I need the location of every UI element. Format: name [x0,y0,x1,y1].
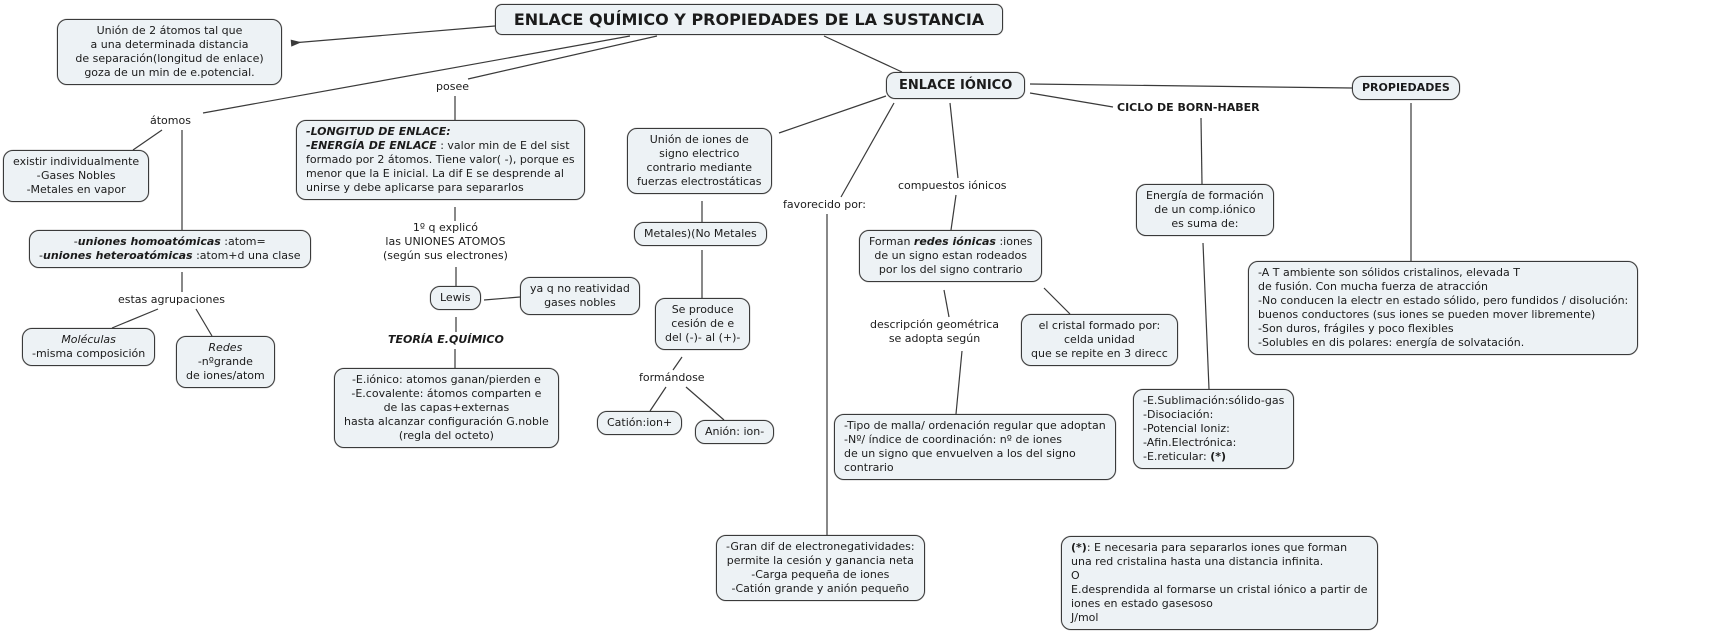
text-segment: fuerzas electrostáticas [637,175,762,188]
malla-box-line [844,433,1106,447]
text-segment: de separación(longitud de enlace) [75,52,264,65]
text-segment: -Catión grande y anión pequeño [731,582,910,595]
gran-dif-box-line [726,540,915,554]
text-segment: formándose [639,371,705,384]
text-segment: descripción geométrica [870,318,1000,331]
definition-box-line [67,38,272,52]
uniones-box-line [39,235,301,249]
text-segment: -misma composición [32,347,146,360]
gran-dif-box-line [726,582,915,596]
agrupaciones-label[interactable] [116,293,227,307]
propiedades-box[interactable] [1352,76,1460,100]
redes-box[interactable] [176,336,275,388]
text-segment: ENLACE QUÍMICO Y PROPIEDADES DE LA SUSTANCIA [513,10,985,29]
sumandos-box-line [1143,408,1284,422]
text-segment: de un signo que envuelven a los del signo [844,447,1076,460]
text-segment: es suma de: [1171,217,1239,230]
teoria-label-line [388,333,504,347]
text-segment: del (-)- al (+)- [665,331,741,344]
text-segment: -Nº/ índice de coordinación: nº de iones [844,433,1062,446]
text-segment: CICLO DE BORN-HABER [1117,101,1260,114]
asterisco-box-line [1071,541,1368,555]
text-segment: hasta alcanzar configuración G.noble [344,415,549,428]
longitud-energia-box[interactable] [296,120,585,200]
propiedades-detail-box-line [1258,322,1628,336]
text-segment: buenos conductores (sus iones se pueden mover libremente) [1258,308,1596,321]
text-segment: Energía de formación [1146,189,1264,202]
connector [468,36,657,79]
definition-box-line [67,66,272,80]
gran-dif-box[interactable] [716,535,925,601]
text-segment: unirse y debe aplicarse para separarlos [306,181,524,194]
text-segment: Anión: ion- [705,425,765,438]
text-segment: existir individualmente [13,155,140,168]
text-segment: (*) [1071,541,1087,554]
existir-box-line [13,183,139,197]
ciclo-born-haber-label[interactable] [1115,101,1262,115]
connector [133,130,162,150]
energia-formacion-box-line [1146,203,1264,217]
redes-box-line [186,369,265,383]
sumandos-box[interactable] [1133,389,1294,469]
longitud-energia-box-line [306,139,575,153]
connector [950,103,958,178]
text-segment: contrario [844,461,894,474]
metales-box-line [644,227,757,241]
text-segment: : valor min de E del sist [436,139,570,152]
connector [1044,288,1070,314]
redes-ionicas-box-line [869,249,1032,263]
union-iones-box-line [637,147,762,161]
propiedades-detail-box-line [1258,280,1628,294]
explico-label[interactable] [381,221,510,263]
cesion-box-line [665,317,740,331]
teoria-detail-box-line [344,415,549,429]
connector [951,195,956,230]
text-segment: O [1071,569,1080,582]
sumandos-box-line [1143,436,1284,450]
asterisco-box-line [1071,555,1368,569]
text-segment: signo electrico [659,147,740,160]
text-segment: -Afin.Electrónica: [1143,436,1237,449]
text-segment: formado por 2 átomos. Tiene valor( -), porque es [306,153,575,166]
atomos-label-line [150,114,191,128]
text-segment: iones en estado gasesoso [1071,597,1213,610]
text-segment: -Potencial Ioniz: [1143,422,1230,435]
text-segment: uniones homoatómicas [77,235,221,248]
connector [1030,93,1113,107]
enlace-ionico-box-line [899,77,1012,94]
cation-box[interactable] [597,411,682,435]
text-segment: de fusión. Con mucha fuerza de atracción [1258,280,1488,293]
connector [673,357,682,370]
text-segment: redes iónicas [913,235,996,248]
text-segment: -ENERGÍA DE ENLACE [306,139,437,152]
energia-formacion-box-line [1146,217,1264,231]
teoria-detail-box-line [344,373,549,387]
favorecido-label[interactable] [781,198,868,212]
connector [686,387,724,420]
gran-dif-box-line [726,554,915,568]
text-segment: uniones heteroatómicas [42,249,193,262]
asterisco-box-line [1071,583,1368,597]
text-segment: 1º q explicó [412,221,478,234]
union-iones-box-line [637,161,762,175]
descripcion-label-line [870,332,999,346]
descripcion-label[interactable] [868,318,1001,346]
text-segment: -No conducen la electr en estado sólido, pero fundidos / disolución: [1258,294,1629,307]
text-segment: PROPIEDADES [1362,81,1450,94]
explico-label-line [383,221,508,235]
connector [956,351,962,414]
text-segment: menor que la E inicial. La dif E se desprende al [306,167,564,180]
union-iones-box[interactable] [627,128,772,194]
definition-box-line [67,52,272,66]
connector [484,297,520,300]
asterisco-box[interactable] [1061,536,1378,630]
text-segment: J/mol [1071,611,1099,624]
connector [112,309,158,328]
malla-box-line [844,447,1106,461]
longitud-energia-box-line [306,167,575,181]
text-segment: a una determinada distancia [90,38,249,51]
teoria-detail-box-line [344,387,549,401]
text-segment: -nºgrande [197,355,253,368]
longitud-energia-box-line [306,181,575,195]
connector [824,36,902,72]
text-segment: -Carga pequeña de iones [751,568,890,581]
connector [1203,243,1209,389]
ya-q-box-line [530,282,630,296]
ya-q-box-line [530,296,630,310]
text-segment: ya q no reatividad [530,282,630,295]
malla-box-line [844,461,1106,475]
propiedades-detail-box[interactable] [1248,261,1638,355]
text-segment: ENLACE IÓNICO [899,78,1013,93]
lewis-box[interactable] [430,286,481,310]
text-segment: Unión de 2 átomos tal que [96,24,243,37]
text-segment: de las capas+externas [383,401,510,414]
propiedades-detail-box-line [1258,294,1628,308]
cristal-box[interactable] [1021,314,1178,366]
asterisco-box-line [1071,611,1368,625]
text-segment: compuestos iónicos [898,179,1007,192]
existir-box-line [13,169,139,183]
connector [196,309,212,336]
uniones-box-line [39,249,301,263]
longitud-energia-box-line [306,153,575,167]
text-segment: E.desprendida al formarse un cristal iónico a partir de [1071,583,1368,596]
enlace-ionico-box[interactable] [886,72,1025,99]
propiedades-detail-box-line [1258,308,1628,322]
cesion-box-line [665,331,740,345]
text-segment: (según sus electrones) [383,249,508,262]
text-segment: -Gran dif de electronegatividades: [726,540,915,553]
text-segment: por los del signo contrario [878,263,1023,276]
sumandos-box-line [1143,450,1284,464]
posee-label-line [436,80,469,94]
redes-ionicas-box[interactable] [859,230,1042,282]
teoria-label[interactable] [386,333,506,347]
text-segment: -Son duros, frágiles y poco flexibles [1258,322,1454,335]
text-segment: el cristal formado por: [1038,319,1161,332]
text-segment: - [39,249,43,262]
text-segment: -Tipo de malla/ ordenación regular que adoptan [844,419,1106,432]
gran-dif-box-line [726,568,915,582]
definition-box[interactable] [57,19,282,85]
connector [841,103,894,197]
redes-box-line [186,355,265,369]
compuestos-label[interactable] [896,179,1009,193]
union-iones-box-line [637,175,762,189]
compuestos-label-line [898,179,1007,193]
energia-formacion-box[interactable] [1136,184,1274,236]
text-segment: goza de un min de e.potencial. [84,66,255,79]
cesion-box-line [665,303,740,317]
text-segment: :atom+d una clase [192,249,301,262]
ya-q-box[interactable] [520,277,640,315]
title-box[interactable] [495,4,1003,35]
moleculas-box-line [32,347,145,361]
text-segment: Moléculas [61,333,116,346]
text-segment: de un comp.iónico [1154,203,1256,216]
connector [1030,84,1352,88]
text-segment: Lewis [440,291,471,304]
posee-label[interactable] [434,80,471,94]
text-segment: celda unidad [1064,333,1135,346]
text-segment: :iones [995,235,1033,248]
teoria-detail-box[interactable] [334,368,559,448]
propiedades-detail-box-line [1258,266,1628,280]
text-segment: -Metales en vapor [26,183,126,196]
text-segment: -E.Sublimación:sólido-gas [1143,394,1285,407]
text-segment: Forman [869,235,914,248]
propiedades-box-line [1362,81,1450,95]
connector [650,387,666,411]
text-segment: posee [436,80,469,93]
sumandos-box-line [1143,422,1284,436]
connector [1201,118,1202,184]
longitud-energia-box-line [306,125,575,139]
lewis-box-line [440,291,471,305]
text-segment: Catión:ion+ [607,416,673,429]
text-segment: Metales)(No Metales [644,227,757,240]
asterisco-box-line [1071,569,1368,583]
connector [779,96,886,133]
formandose-label-line [639,371,705,385]
text-segment: Unión de iones de [649,133,749,146]
text-segment: TEORÍA E.QUÍMICO [388,333,504,346]
redes-box-line [186,341,265,355]
redes-ionicas-box-line [869,263,1032,277]
text-segment: (*) [1210,450,1226,463]
text-segment: gases nobles [544,296,616,309]
text-segment: átomos [150,114,191,127]
text-segment: de un signo estan rodeados [874,249,1028,262]
asterisco-box-line [1071,597,1368,611]
connector [944,290,949,317]
text-segment: -A T ambiente son sólidos cristalinos, elevada T [1258,266,1520,279]
text-segment: las UNIONES ATOMOS [385,235,506,248]
text-segment: -LONGITUD DE ENLACE: [306,125,451,138]
propiedades-detail-box-line [1258,336,1628,350]
union-iones-box-line [637,133,762,147]
text-segment: se adopta según [888,332,981,345]
metales-box[interactable] [634,222,767,246]
malla-box[interactable] [834,414,1116,480]
text-segment: Se produce [671,303,734,316]
text-segment: -Disociación: [1143,408,1214,421]
malla-box-line [844,419,1106,433]
cristal-box-line [1031,319,1168,333]
text-segment: -E.covalente: átomos comparten e [351,387,542,400]
teoria-detail-box-line [344,429,549,443]
anion-box-line [705,425,764,439]
redes-ionicas-box-line [869,235,1032,249]
atomos-label[interactable] [148,114,193,128]
favorecido-label-line [783,198,866,212]
text-segment: contrario mediante [646,161,752,174]
explico-label-line [383,249,508,263]
text-segment: : E necesaria para separarlos iones que forman [1086,541,1348,554]
energia-formacion-box-line [1146,189,1264,203]
text-segment: -E.iónico: atomos ganan/pierden e [351,373,541,386]
text-segment: cesión de e [671,317,735,330]
definition-box-line [67,24,272,38]
text-segment: -Gases Nobles [36,169,116,182]
text-segment: permite la cesión y ganancia neta [726,554,914,567]
existir-box-line [13,155,139,169]
anion-box[interactable] [695,420,774,444]
descripcion-label-line [870,318,999,332]
sumandos-box-line [1143,394,1284,408]
connector [292,26,495,43]
text-segment: - [73,235,78,248]
ciclo-born-haber-label-line [1117,101,1260,115]
text-segment: -Solubles en dis polares: energía de solvatación. [1258,336,1525,349]
explico-label-line [383,235,508,249]
moleculas-box-line [32,333,145,347]
text-segment: una red cristalina hasta una distancia infinita. [1071,555,1324,568]
text-segment: favorecido por: [783,198,866,211]
text-segment: (regla del octeto) [398,429,494,442]
uniones-box[interactable] [29,230,311,268]
text-segment: estas agrupaciones [118,293,226,306]
cristal-box-line [1031,333,1168,347]
cristal-box-line [1031,347,1168,361]
moleculas-box[interactable] [22,328,155,366]
agrupaciones-label-line [118,293,225,307]
text-segment: :atom= [220,235,266,248]
text-segment: de iones/atom [186,369,265,382]
formandose-label[interactable] [637,371,707,385]
existir-box[interactable] [3,150,149,202]
title-box-line [510,9,988,30]
teoria-detail-box-line [344,401,549,415]
text-segment: Redes [208,341,243,354]
cesion-box[interactable] [655,298,750,350]
text-segment: que se repite en 3 direcc [1031,347,1168,360]
cation-box-line [607,416,672,430]
text-segment: -E.reticular: [1143,450,1211,463]
